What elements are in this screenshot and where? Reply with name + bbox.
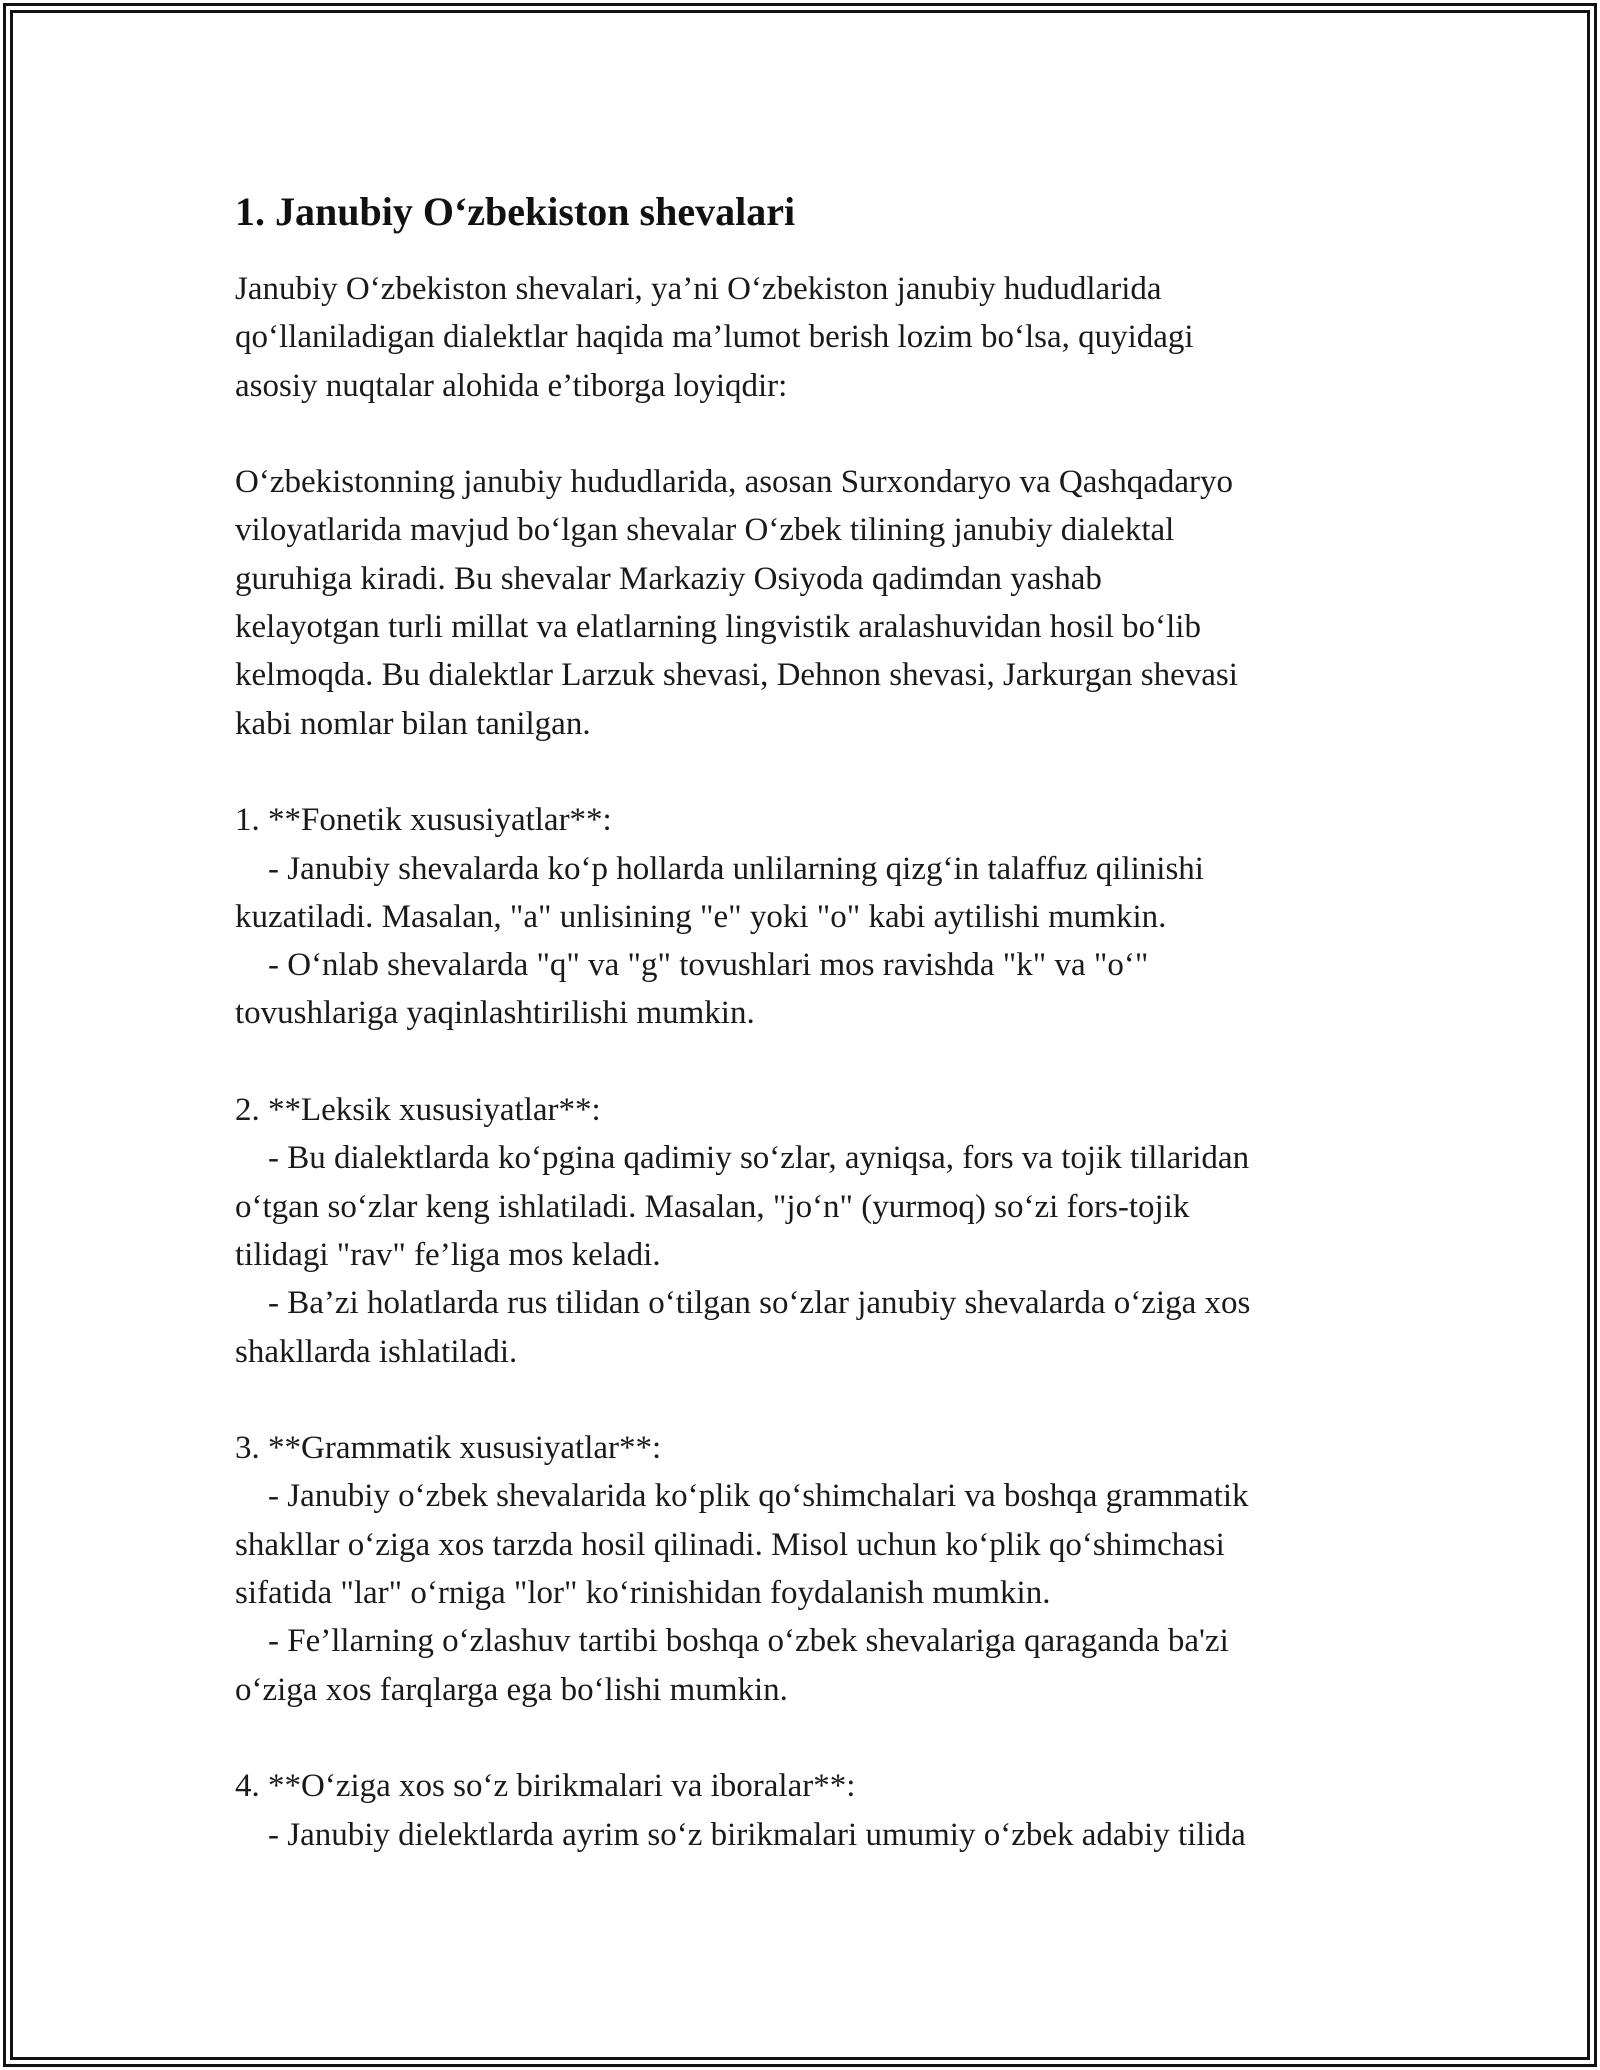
document-page [235,186,1385,1859]
paragraph-gap [235,410,1385,458]
paragraph-gap [235,1038,1385,1086]
paragraph [235,1424,1385,1714]
document-title: 1. Janubiy O‘zbekiston shevalari [235,189,796,234]
text-line: - Bu dialektlarda ko‘pgina qadimiy so‘zlar, ayniqsa, fors va tojik tillaridan [235,1140,1250,1177]
text-line: sifatida "lar" o‘rniga "lor" ko‘rinishidan foydalanish mumkin. [235,1575,1051,1612]
text-line: shakllarda ishlatiladi. [235,1333,518,1370]
text-line: qo‘llaniladigan dialektlar haqida ma’lumot berish lozim bo‘lsa, quyidagi [235,319,1194,356]
text-line: 1. **Fonetik xususiyatlar**: [235,802,612,839]
text-line: guruhiga kiradi. Bu shevalar Markaziy Osiyoda qadimdan yashab [235,560,1102,597]
text-line: - O‘nlab shevalarda "q" va "g" tovushlari mos ravishda "k" va "o‘" [235,947,1149,984]
text-line: kelayotgan turli millat va elatlarning lingvistik aralashuvidan hosil bo‘lib [235,609,1201,646]
text-line: o‘tgan so‘zlar keng ishlatiladi. Masalan, "jo‘n" (yurmoq) so‘zi fors-tojik [235,1188,1190,1225]
text-line: 2. **Leksik xususiyatlar**: [235,1092,601,1129]
paragraph [235,1762,1385,1859]
text-line: asosiy nuqtalar alohida e’tiborga loyiqdir: [235,367,788,404]
text-line: kelmoqda. Bu dialektlar Larzuk shevasi, Dehnon shevasi, Jarkurgan shevasi [235,657,1238,694]
paragraph-gap [235,1714,1385,1762]
text-line: - Fe’llarning o‘zlashuv tartibi boshqa o‘zbek shevalariga qaraganda ba'zi [235,1623,1229,1660]
text-line: tilidagi "rav" fe’liga mos keladi. [235,1236,661,1273]
paragraph-gap [235,1376,1385,1424]
paragraph-gap [235,748,1385,796]
text-line: tovushlariga yaqinlashtirilishi mumkin. [235,995,755,1032]
text-line: - Janubiy shevalarda ko‘p hollarda unlilarning qizg‘in talaffuz qilinishi [235,850,1204,887]
text-line: kabi nomlar bilan tanilgan. [235,705,591,742]
text-line: 4. **O‘ziga xos so‘z birikmalari va iboralar**: [235,1768,856,1805]
paragraph [235,796,1385,1037]
text-line: - Janubiy dielektlarda ayrim so‘z birikmalari umumiy o‘zbek adabiy tilida [235,1816,1246,1853]
paragraph [235,458,1385,748]
text-line: Janubiy O‘zbekiston shevalari, ya’ni O‘zbekiston janubiy hududlarida [235,271,1162,307]
text-line: 3. **Grammatik xususiyatlar**: [235,1430,662,1467]
text-line: - Ba’zi holatlarda rus tilidan o‘tilgan so‘zlar janubiy shevalarda o‘ziga xos [235,1285,1251,1322]
paragraph [235,1086,1385,1376]
paragraph [235,265,1385,410]
document-body [235,265,1385,1859]
text-line: O‘zbekistonning janubiy hududlarida, asosan Surxondaryo va Qashqadaryo [235,464,1234,501]
text-line: - Janubiy o‘zbek shevalarida ko‘plik qo‘shimchalari va boshqa grammatik [235,1478,1249,1515]
text-line: viloyatlarida mavjud bo‘lgan shevalar O‘zbek tilining janubiy dialektal [235,512,1175,549]
text-line: shakllar o‘ziga xos tarzda hosil qilinadi. Misol uchun ko‘plik qo‘shimchasi [235,1526,1225,1563]
text-line: kuzatiladi. Masalan, "a" unlisining "e" yoki "o" kabi aytilishi mumkin. [235,898,1167,935]
text-line: o‘ziga xos farqlarga ega bo‘lishi mumkin. [235,1671,788,1708]
